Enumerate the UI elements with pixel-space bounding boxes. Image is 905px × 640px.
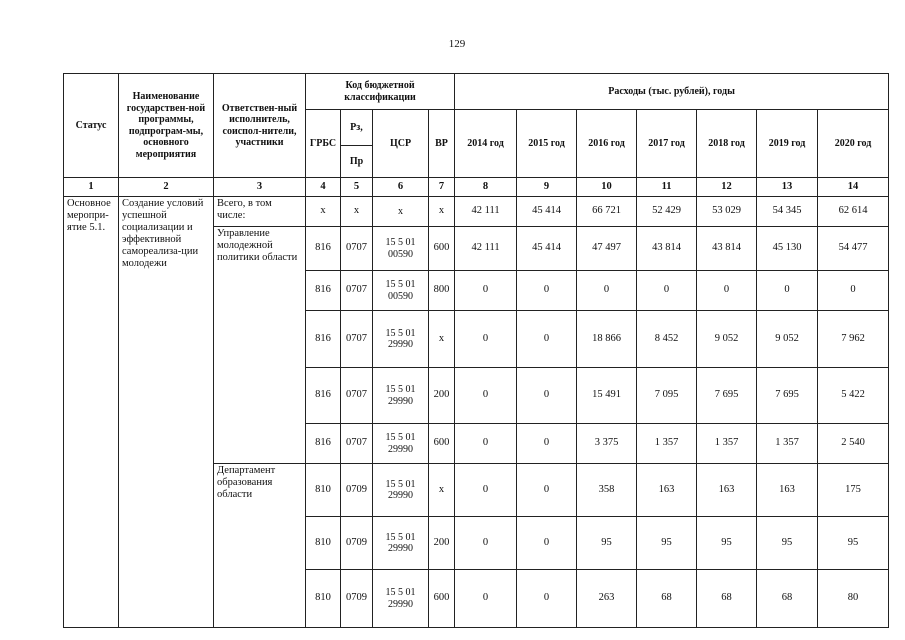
value-cell: 80 [818, 570, 889, 628]
csr-cell: 15 5 01 29990 [373, 570, 429, 628]
value-cell: 0 [517, 570, 577, 628]
value-cell: 95 [637, 517, 697, 570]
col-number: 3 [214, 178, 306, 197]
value-cell: 9 052 [697, 311, 757, 368]
value-cell: 0 [637, 271, 697, 311]
executor-education-cell: Департамент образования области [214, 464, 306, 628]
value-cell: 68 [637, 570, 697, 628]
value-cell: 95 [577, 517, 637, 570]
column-number-row [64, 178, 889, 197]
value-cell: 68 [757, 570, 818, 628]
value-cell: 54 345 [757, 197, 818, 227]
col-number: 13 [757, 178, 818, 197]
value-cell: 95 [818, 517, 889, 570]
header-year-2020: 2020 год [818, 110, 889, 178]
value-cell: 47 497 [577, 227, 637, 271]
value-cell: 7 095 [637, 368, 697, 424]
header-year-2016: 2016 год [577, 110, 637, 178]
value-cell: 0 [455, 368, 517, 424]
vr-cell: 600 [429, 570, 455, 628]
value-cell: 163 [637, 464, 697, 517]
value-cell: 53 029 [697, 197, 757, 227]
value-cell: 175 [818, 464, 889, 517]
value-cell: 0 [517, 517, 577, 570]
value-cell: 8 452 [637, 311, 697, 368]
col-number: 7 [429, 178, 455, 197]
value-cell: 9 052 [757, 311, 818, 368]
header-pr: Пр [341, 146, 373, 178]
rzpr-cell: 0707 [341, 311, 373, 368]
grbs-cell: 810 [306, 570, 341, 628]
value-cell: 0 [517, 311, 577, 368]
header-status: Статус [64, 74, 119, 178]
value-cell: 62 614 [818, 197, 889, 227]
rzpr-cell: x [341, 197, 373, 227]
value-cell: 0 [697, 271, 757, 311]
value-cell: 163 [757, 464, 818, 517]
col-number: 8 [455, 178, 517, 197]
value-cell: 0 [577, 271, 637, 311]
grbs-cell: 810 [306, 464, 341, 517]
value-cell: 68 [697, 570, 757, 628]
col-number: 14 [818, 178, 889, 197]
rzpr-cell: 0709 [341, 517, 373, 570]
col-number: 1 [64, 178, 119, 197]
grbs-cell: 816 [306, 424, 341, 464]
value-cell: 0 [455, 311, 517, 368]
csr-cell: 15 5 01 29990 [373, 464, 429, 517]
vr-cell: 600 [429, 227, 455, 271]
header-executor: Ответствен-ный исполнитель, соиспол-нители, участники [214, 74, 306, 178]
col-number: 10 [577, 178, 637, 197]
value-cell: 43 814 [637, 227, 697, 271]
header-grbs: ГРБС [306, 110, 341, 178]
value-cell: 95 [757, 517, 818, 570]
value-cell: 18 866 [577, 311, 637, 368]
rzpr-cell: 0709 [341, 464, 373, 517]
value-cell: 1 357 [697, 424, 757, 464]
col-number: 4 [306, 178, 341, 197]
grbs-cell: 810 [306, 517, 341, 570]
header-year-2014: 2014 год [455, 110, 517, 178]
rzpr-cell: 0707 [341, 271, 373, 311]
page-number: 129 [448, 38, 466, 50]
header-name: Наименование государствен-ной программы, подпрограм-мы, основного мероприятия [119, 74, 214, 178]
value-cell: 358 [577, 464, 637, 517]
value-cell: 45 414 [517, 197, 577, 227]
vr-cell: x [429, 464, 455, 517]
value-cell: 7 695 [757, 368, 818, 424]
vr-cell: x [429, 311, 455, 368]
csr-cell: 15 5 01 29990 [373, 517, 429, 570]
value-cell: 0 [517, 424, 577, 464]
value-cell: 0 [757, 271, 818, 311]
rzpr-cell: 0707 [341, 424, 373, 464]
value-cell: 2 540 [818, 424, 889, 464]
value-cell: 0 [517, 464, 577, 517]
value-cell: 66 721 [577, 197, 637, 227]
budget-table [63, 73, 889, 628]
value-cell: 0 [455, 271, 517, 311]
csr-cell: 15 5 01 00590 [373, 227, 429, 271]
grbs-cell: 816 [306, 271, 341, 311]
grbs-cell: 816 [306, 311, 341, 368]
col-number: 2 [119, 178, 214, 197]
value-cell: 54 477 [818, 227, 889, 271]
header-rz: Рз, [341, 110, 373, 146]
col-number: 12 [697, 178, 757, 197]
status-cell: Основное меропри-ятие 5.1. [64, 197, 119, 628]
header-year-2017: 2017 год [637, 110, 697, 178]
value-cell: 1 357 [637, 424, 697, 464]
value-cell: 5 422 [818, 368, 889, 424]
rzpr-cell: 0707 [341, 368, 373, 424]
value-cell: 95 [697, 517, 757, 570]
col-number: 5 [341, 178, 373, 197]
value-cell: 0 [455, 464, 517, 517]
vr-cell: x [429, 197, 455, 227]
col-number: 6 [373, 178, 429, 197]
executor-total-cell: Всего, в том числе: [214, 197, 306, 227]
value-cell: 0 [455, 517, 517, 570]
header-budget-code: Код бюджетной классификации [306, 74, 455, 110]
csr-cell: x [373, 197, 429, 227]
vr-cell: 800 [429, 271, 455, 311]
col-number: 9 [517, 178, 577, 197]
header-year-2019: 2019 год [757, 110, 818, 178]
executor-youth-cell: Управление молодежной политики области [214, 227, 306, 464]
header-expenses: Расходы (тыс. рублей), годы [455, 74, 889, 110]
grbs-cell: 816 [306, 368, 341, 424]
value-cell: 52 429 [637, 197, 697, 227]
vr-cell: 200 [429, 368, 455, 424]
value-cell: 3 375 [577, 424, 637, 464]
csr-cell: 15 5 01 29990 [373, 424, 429, 464]
value-cell: 0 [818, 271, 889, 311]
value-cell: 0 [455, 570, 517, 628]
table-row [64, 197, 889, 227]
value-cell: 15 491 [577, 368, 637, 424]
value-cell: 42 111 [455, 227, 517, 271]
value-cell: 0 [455, 424, 517, 464]
value-cell: 45 130 [757, 227, 818, 271]
value-cell: 43 814 [697, 227, 757, 271]
grbs-cell: x [306, 197, 341, 227]
value-cell: 0 [517, 271, 577, 311]
vr-cell: 600 [429, 424, 455, 464]
value-cell: 1 357 [757, 424, 818, 464]
value-cell: 7 695 [697, 368, 757, 424]
csr-cell: 15 5 01 29990 [373, 311, 429, 368]
value-cell: 45 414 [517, 227, 577, 271]
header-csr: ЦСР [373, 110, 429, 178]
vr-cell: 200 [429, 517, 455, 570]
header-year-2015: 2015 год [517, 110, 577, 178]
value-cell: 263 [577, 570, 637, 628]
header-year-2018: 2018 год [697, 110, 757, 178]
csr-cell: 15 5 01 00590 [373, 271, 429, 311]
col-number: 11 [637, 178, 697, 197]
value-cell: 163 [697, 464, 757, 517]
rzpr-cell: 0707 [341, 227, 373, 271]
value-cell: 42 111 [455, 197, 517, 227]
grbs-cell: 816 [306, 227, 341, 271]
header-vr: ВР [429, 110, 455, 178]
value-cell: 0 [517, 368, 577, 424]
value-cell: 7 962 [818, 311, 889, 368]
rzpr-cell: 0709 [341, 570, 373, 628]
csr-cell: 15 5 01 29990 [373, 368, 429, 424]
name-cell: Создание условий успешной социализации и эффективной самореализа-ции молодежи [119, 197, 214, 628]
